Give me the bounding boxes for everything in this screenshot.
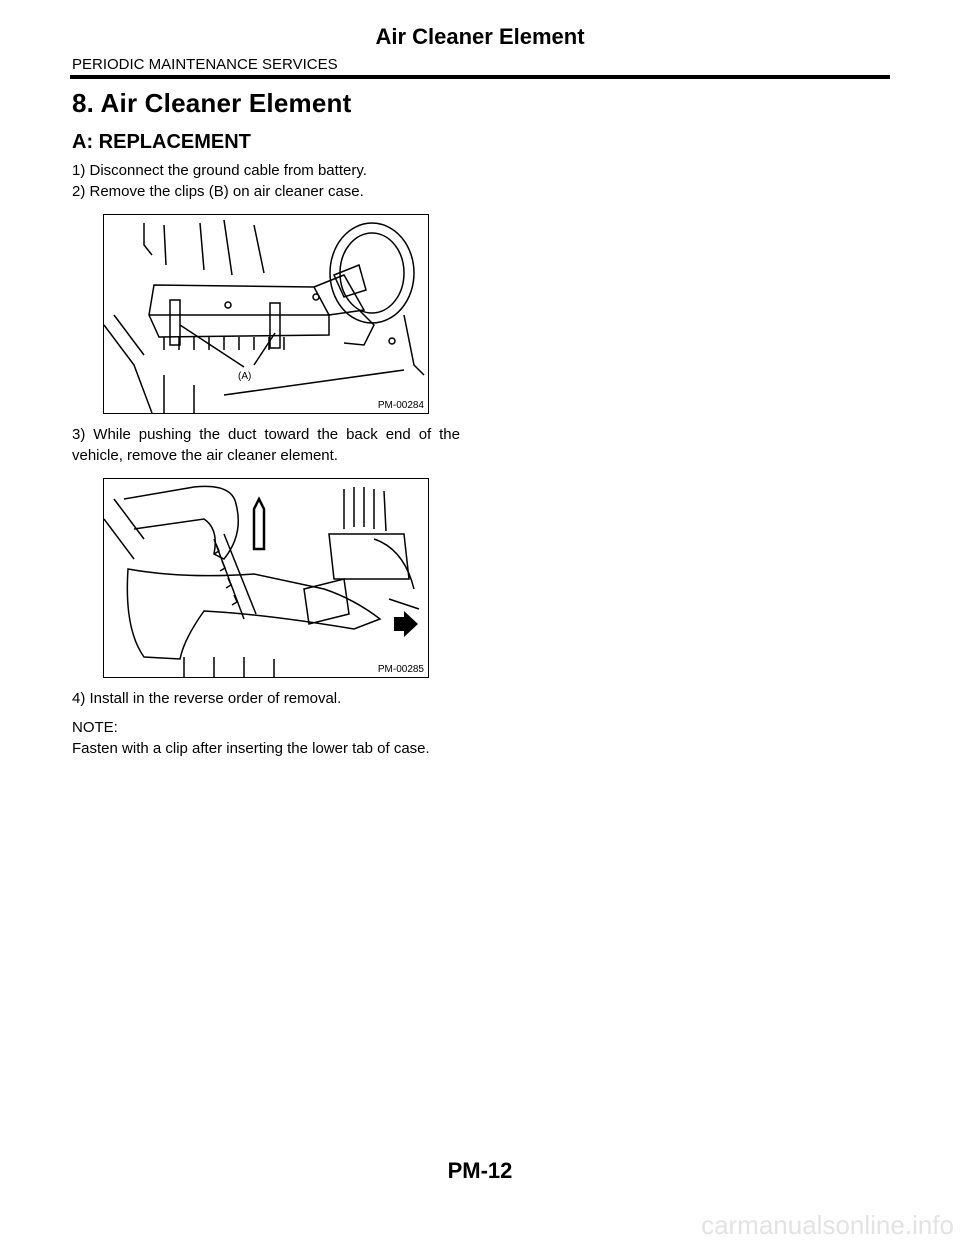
subsection-heading: A: REPLACEMENT	[72, 131, 251, 153]
section-name: PERIODIC MAINTENANCE SERVICES	[72, 56, 338, 73]
element-removal-illustration	[104, 479, 428, 677]
page-header-title: Air Cleaner Element	[375, 24, 585, 49]
page-number: PM-12	[447, 1158, 513, 1183]
figure-air-cleaner-case	[103, 214, 429, 414]
callout-a: (A)	[238, 371, 252, 382]
header-rule	[70, 75, 890, 79]
step-4: 4) Install in the reverse order of removal.	[72, 690, 342, 707]
step-3: 3) While pushing the duct toward the back end of the vehicle, remove the air cleaner element.	[72, 426, 460, 464]
air-cleaner-case-illustration	[104, 215, 428, 413]
figure-2-label: PM-00285	[377, 664, 424, 675]
section-heading: 8. Air Cleaner Element	[72, 88, 352, 118]
note-text: Fasten with a clip after inserting the lower tab of case.	[72, 740, 430, 757]
step-1: 1) Disconnect the ground cable from battery.	[72, 162, 367, 179]
note-label: NOTE:	[72, 719, 118, 736]
figure-element-removal	[103, 478, 429, 678]
figure-1-label: PM-00284	[377, 400, 424, 411]
main-content	[72, 88, 460, 759]
step-2: 2) Remove the clips (B) on air cleaner case.	[72, 183, 364, 200]
watermark: carmanualsonline.info	[701, 1210, 954, 1240]
